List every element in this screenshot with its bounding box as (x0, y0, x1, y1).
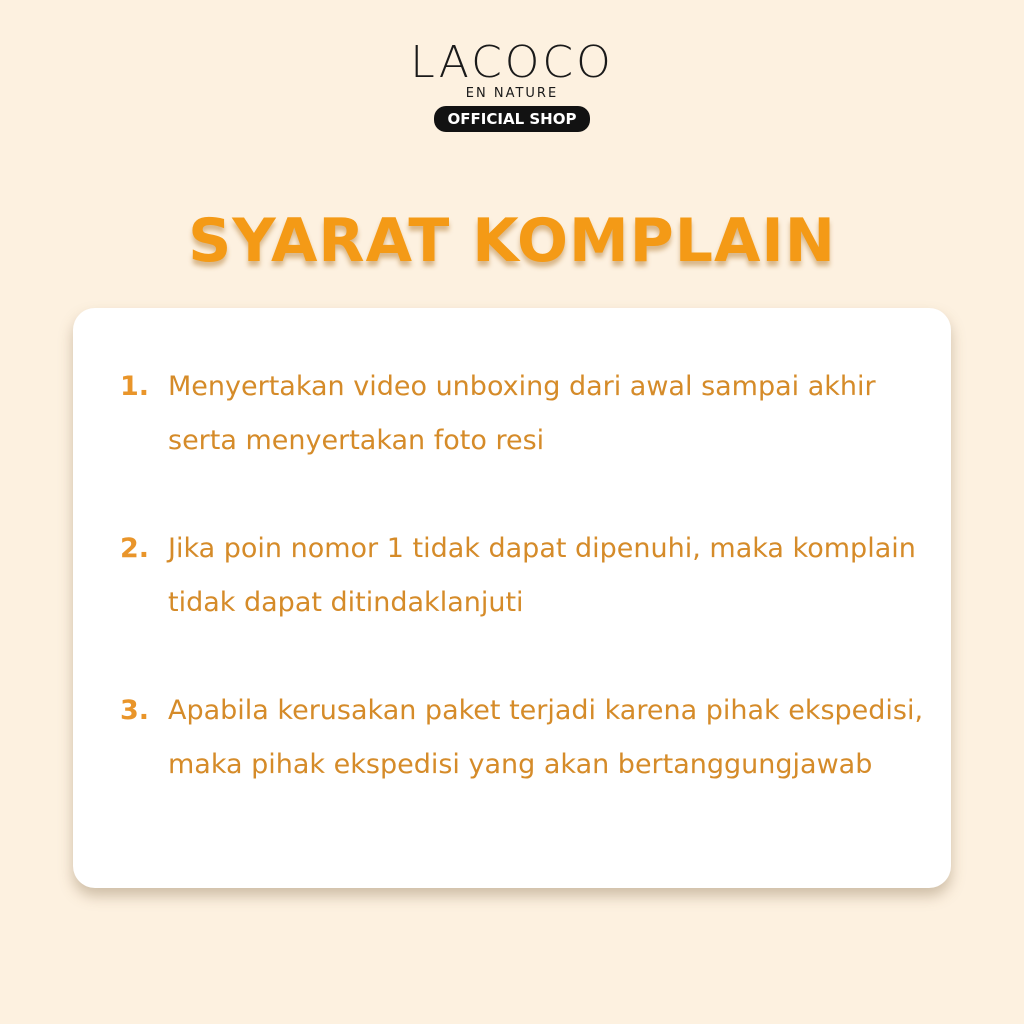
brand-logo (0, 37, 1024, 132)
item-text: Jika poin nomor 1 tidak dapat dipenuhi, maka komplain tidak dapat ditindaklanjuti (168, 533, 916, 618)
page-title: SYARAT KOMPLAIN (188, 206, 836, 276)
item-text: Menyertakan video unboxing dari awal sampai akhir serta menyertakan foto resi (168, 371, 876, 456)
official-shop-badge: OFFICIAL SHOP (434, 106, 591, 132)
brand-subtitle: EN NATURE (465, 86, 559, 101)
item-number: 2. (120, 533, 150, 564)
item-number: 1. (120, 371, 150, 402)
terms-card (73, 308, 951, 888)
item-number: 3. (120, 695, 150, 726)
item-text: Apabila kerusakan paket terjadi karena pihak ekspedisi, maka pihak ekspedisi yang akan bertanggungjawab (168, 695, 924, 780)
brand-name: LACOCO (410, 37, 614, 88)
